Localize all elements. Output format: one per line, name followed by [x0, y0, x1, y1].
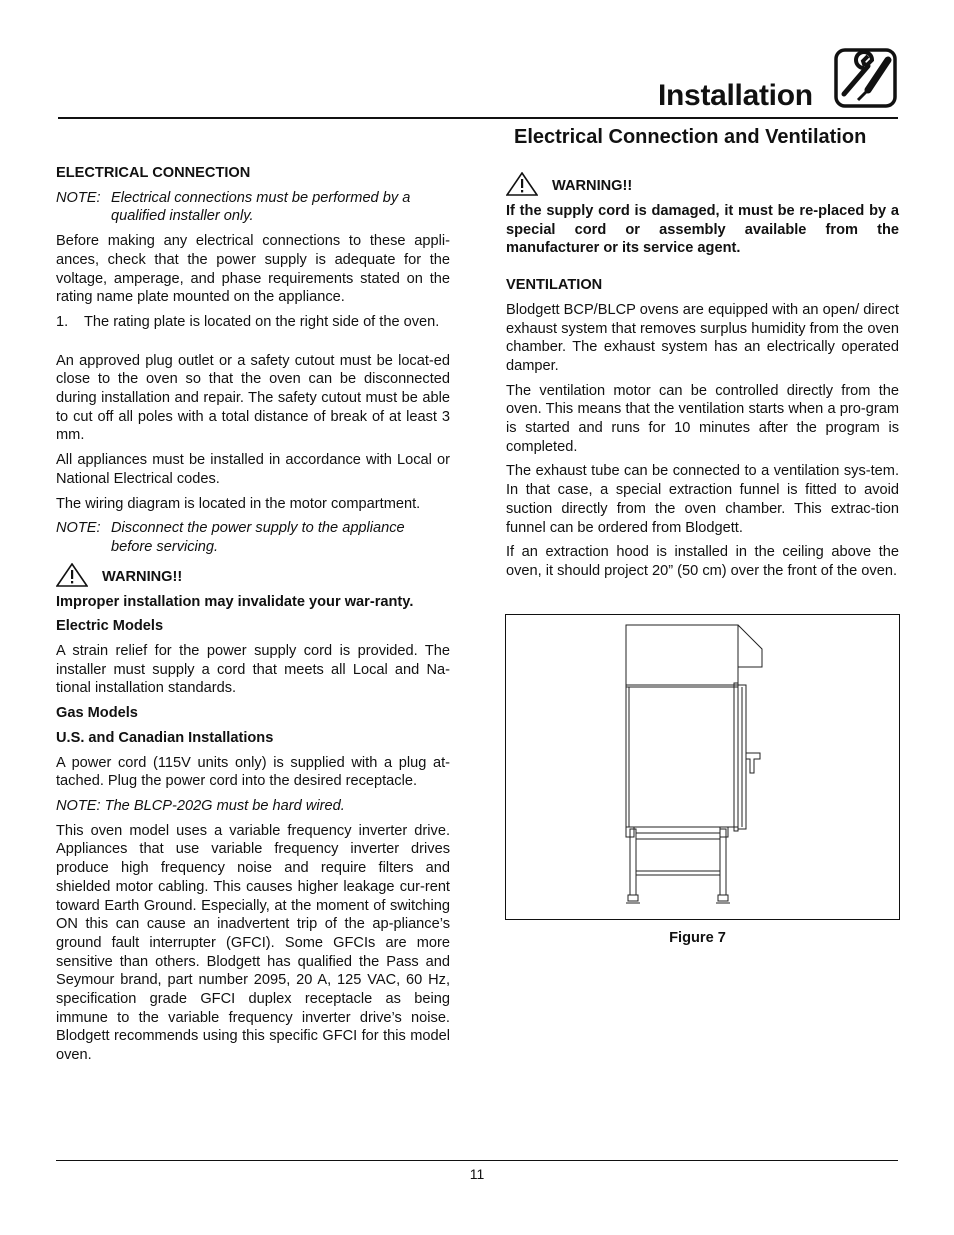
electrical-connection-heading: ELECTRICAL CONNECTION: [56, 165, 251, 181]
right-column: [506, 178, 899, 587]
list-text: The rating plate is located on the right side of the oven.: [84, 313, 440, 330]
paragraph-inverter-drive: This oven model uses a variable frequency inverter drive. Appliances that use variable frequency inverter drives produce high frequency noise and require filters and shielded motor cabling. This causes higher leakage cur-rent toward Earth Ground. Especially, at the moment of switching ON this can cause an inadvertent trip of the ap-pliance’s ground fault interrupter (GFCI). Some GFCIs are more sensitive than others. Blodgett has qualified the Pass and Seymour brand, part number 2095, 20 A, 125 VAC, 60 Hz, specification grade GFCI duplex receptacle as being immune to the variable frequency inverter drive’s noise. Blodgett recommends using this specific GFCI for this model oven.: [56, 822, 450, 1064]
gas-models-heading: Gas Models: [56, 705, 138, 722]
paragraph-extraction-hood: If an extraction hood is installed in the ceiling above the oven, it should project 20” (50 cm) over the front of the oven.: [506, 544, 899, 579]
section-title: Electrical Connection and Ventilation: [514, 126, 867, 148]
warning-block: [56, 563, 450, 587]
note-qualified-installer: [56, 189, 450, 226]
ventilation-heading: VENTILATION: [506, 277, 603, 294]
paragraph-power-cord: A power cord (115V units only) is supplied with a plug at-tached. Plug the power cord into the desired receptacle.: [56, 754, 450, 790]
note-text: Electrical connections must be performed by a qualified installer only.: [111, 189, 411, 225]
note-hard-wired: NOTE: The BLCP-202G must be hard wired.: [56, 797, 345, 814]
page-title: Installation: [658, 79, 813, 112]
paragraph-exhaust-tube: The exhaust tube can be connected to a ventilation sys-tem. In that case, a special extraction funnel is fitted to avoid suction directly from the oven chamber. This extrac-tion funnel can be ordered from Blodgett.: [506, 463, 899, 536]
left-column: [56, 164, 450, 1071]
electric-models-heading: Electric Models: [56, 618, 164, 635]
warning-text: If the supply cord is damaged, it must be re-placed by a special cord or assembly available from the manufacturer or its service agent.: [506, 203, 899, 257]
page-number: 11: [469, 1166, 485, 1182]
warning-text: Improper installation may invalidate your war-ranty.: [56, 593, 414, 610]
paragraph-ventilation-motor: The ventilation motor can be controlled directly from the oven. This means that the ventilation starts when a pro-gram is started and runs for 10 minutes after the program is completed.: [506, 382, 899, 455]
paragraph-safety-cutout: An approved plug outlet or a safety cutout must be locat-ed close to the oven so that the oven can be disconnected during installation and repair. The safety cutout must be able to cut off all poles with a total distance of break of at least 3 mm.: [56, 352, 450, 444]
note-label: NOTE:: [56, 520, 101, 537]
list-number: 1.: [56, 313, 69, 330]
paragraph-strain-relief: A strain relief for the power supply cord is provided. The installer must supply a cord that meets all Local and Na-tional installation standards.: [56, 643, 450, 697]
figure-box: [505, 614, 900, 920]
wrench-screwdriver-icon: [834, 48, 897, 108]
paragraph-exhaust-system: Blodgett BCP/BLCP ovens are equipped with an open/ direct exhaust system that removes surplus humidity from the oven chamber. The exhaust system has an electrically operated damper.: [506, 301, 899, 374]
paragraph-wiring-diagram: The wiring diagram is located in the motor compartment.: [56, 495, 421, 512]
note-disconnect-power: [56, 519, 450, 556]
warning-label: WARNING!!: [102, 568, 183, 585]
list-item: [56, 313, 450, 332]
warning-triangle-icon: [56, 563, 88, 587]
figure-caption: Figure 7: [669, 930, 726, 946]
warning-block: [506, 172, 899, 196]
warning-triangle-icon: [506, 172, 538, 196]
us-canadian-heading: U.S. and Canadian Installations: [56, 729, 274, 746]
paragraph-power-supply: Before making any electrical connections to these appli-ances, check that the power supply is adequate for the voltage, amperage, and phase requirements stated on the rating name plate mounted on the appliance.: [56, 233, 450, 306]
note-text: Disconnect the power supply to the appliance before servicing.: [111, 520, 405, 555]
warning-label: WARNING!!: [552, 178, 633, 194]
header-divider: [58, 117, 898, 119]
note-label: NOTE:: [56, 189, 101, 206]
paragraph-codes: All appliances must be installed in accordance with Local or National Electrical codes.: [56, 452, 450, 487]
oven-side-view-drawing: [506, 615, 898, 918]
footer-divider: [56, 1160, 898, 1161]
